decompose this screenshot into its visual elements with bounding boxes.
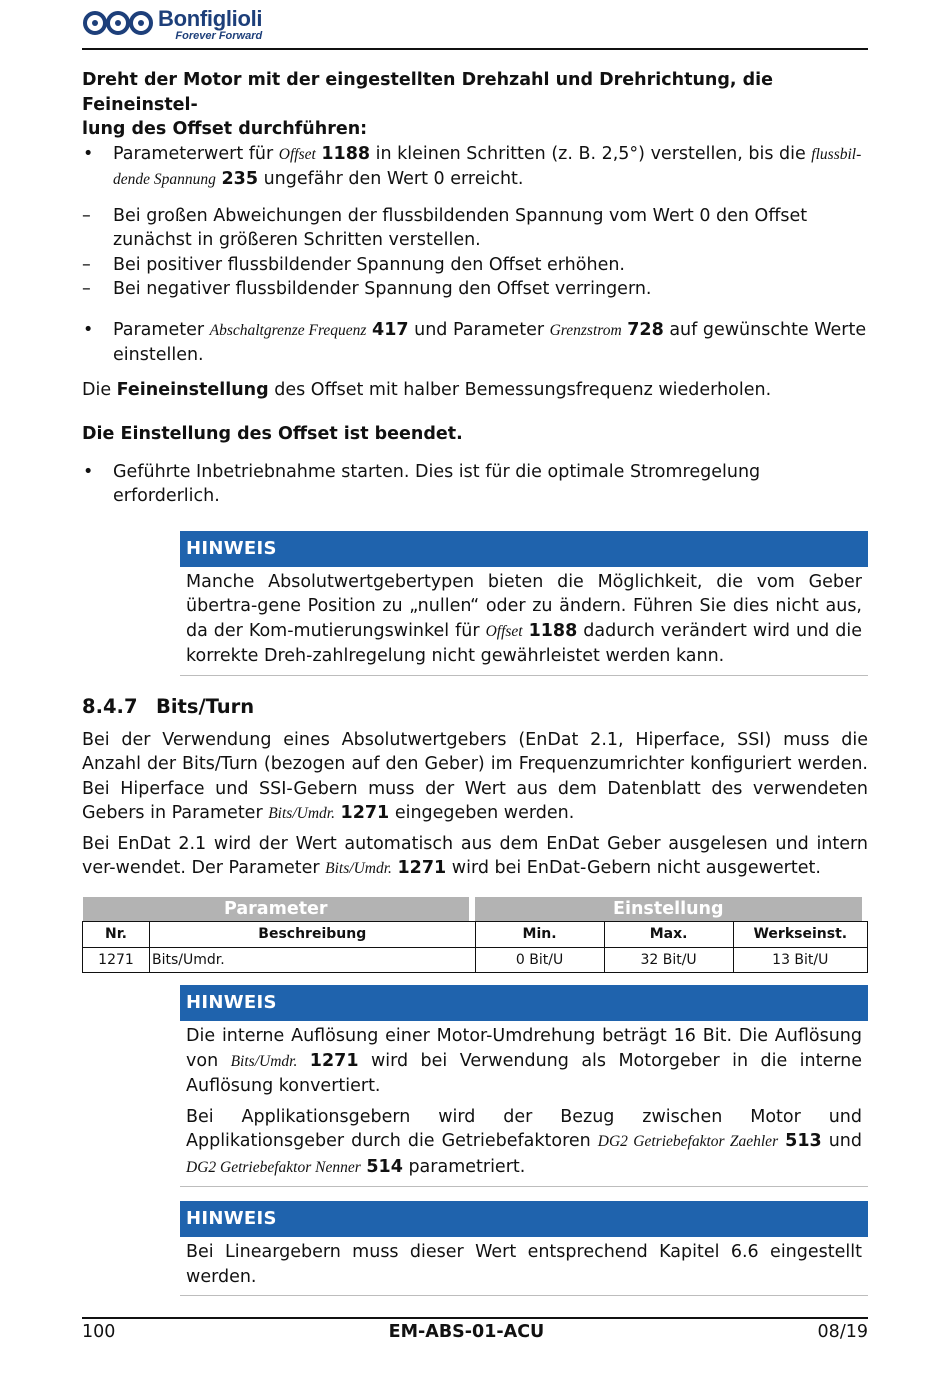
bullet-limits bbox=[82, 318, 868, 368]
param-offset: Offset bbox=[278, 145, 316, 163]
bullet-commissioning: • Geführte Inbetriebnahme starten. Dies ist für die optimale Stromregelung erforderlich. bbox=[82, 460, 868, 509]
cell-min: 0 Bit/U bbox=[475, 947, 604, 973]
param-number: 417 bbox=[372, 319, 409, 340]
hint-title: HINWEIS bbox=[180, 985, 868, 1021]
table-column-header bbox=[83, 922, 868, 948]
param-number: 1271 bbox=[340, 803, 390, 823]
param-number: 1188 bbox=[321, 143, 371, 164]
param-bits-umdr: Bits/Umdr. bbox=[268, 805, 335, 822]
cell-max: 32 Bit/U bbox=[604, 947, 733, 973]
hint-text bbox=[180, 1021, 868, 1180]
col-nr: Nr. bbox=[83, 922, 150, 948]
cell-default: 13 Bit/U bbox=[733, 947, 867, 973]
bonfiglioli-logo-icon bbox=[82, 10, 154, 36]
col-min: Min. bbox=[475, 922, 604, 948]
param-bits-umdr: Bits/Umdr. bbox=[325, 860, 392, 877]
group-parameter: Parameter bbox=[83, 897, 470, 922]
param-number: 1188 bbox=[528, 620, 578, 641]
text-run: Bei EnDat 2.1 wird der Wert automatisch aus dem EnDat Geber ausgelesen und intern ver-wendet. Der Parameter bbox=[82, 833, 868, 878]
param-gear-numerator: DG2 Getriebefaktor Zaehler bbox=[597, 1133, 779, 1150]
section-number: 8.4.7 bbox=[82, 694, 138, 718]
offset-heading-line2: lung des Offset durchführen: bbox=[82, 119, 368, 139]
text-run: Parameter bbox=[113, 319, 210, 340]
text-run: und bbox=[821, 1131, 863, 1151]
hint-title: HINWEIS bbox=[180, 1201, 868, 1237]
col-max: Max. bbox=[604, 922, 733, 948]
hint-paragraph bbox=[186, 1105, 862, 1181]
param-number: 514 bbox=[366, 1156, 403, 1177]
hint-box bbox=[180, 1201, 868, 1296]
brand-name: Bonfiglioli bbox=[158, 6, 263, 31]
page-content bbox=[82, 68, 868, 1296]
page-footer bbox=[82, 1317, 868, 1342]
text-run: in kleinen Schritten (z. B. 2,5°) verstellen, bis die bbox=[370, 143, 812, 164]
group-gap bbox=[862, 897, 868, 922]
page-number: 100 bbox=[82, 1322, 116, 1342]
hint-text bbox=[180, 567, 868, 669]
text-run: eingegeben werden. bbox=[389, 803, 575, 823]
param-number: 1271 bbox=[397, 858, 447, 878]
param-number: 513 bbox=[785, 1131, 822, 1151]
parameter-table bbox=[82, 897, 868, 974]
cell-nr: 1271 bbox=[83, 947, 150, 973]
text-run: ungefähr den Wert 0 erreicht. bbox=[258, 169, 524, 189]
hint-box bbox=[180, 985, 868, 1187]
param-cutoff-frequency: Abschaltgrenze Frequenz bbox=[209, 321, 367, 339]
offset-done: Die Einstellung des Offset ist beendet. bbox=[82, 424, 463, 444]
param-offset: Offset bbox=[485, 622, 523, 640]
hint-box bbox=[180, 531, 868, 676]
col-default: Werkseinst. bbox=[733, 922, 867, 948]
param-current-limit: Grenzstrom bbox=[549, 321, 622, 339]
param-bits-umdr: Bits/Umdr. bbox=[230, 1052, 298, 1070]
text-run: Manche Absolutwertgebertypen bieten die Möglichkeit, die vom Geber übertra-gene Position zu „nullen“ oder zu ändern. Führen Sie dies nicht aus, da der Kom-mutierungswinkel für bbox=[186, 571, 862, 641]
hint-text: Bei Lineargebern muss dieser Wert entsprechend Kapitel 6.6 eingestellt werden. bbox=[186, 1242, 862, 1287]
offset-heading-line1: Dreht der Motor mit der eingestellten Drehzahl und Drehrichtung, die Feineinstel- bbox=[82, 70, 774, 115]
param-flux-voltage: flussbil-dende Spannung bbox=[113, 145, 862, 188]
section-paragraph-1 bbox=[82, 728, 868, 827]
dash-item: – Bei positiver flussbildender Spannung den Offset erhöhen. bbox=[82, 253, 868, 278]
section-paragraph-2 bbox=[82, 832, 868, 882]
document-id: EM-ABS-01-ACU bbox=[388, 1322, 545, 1342]
text-run: des Offset mit halber Bemessungsfrequenz wiederholen. bbox=[268, 379, 772, 400]
text-run: Die interne Auflösung einer Motor-Umdrehung beträgt 16 Bit. Die Auflösung von bbox=[186, 1026, 862, 1071]
page-header bbox=[82, 8, 868, 50]
text-run: Bei Applikationsgebern wird der Bezug zwischen Motor und Applikationsgeber durch die Getriebefaktoren bbox=[186, 1106, 862, 1151]
hint-paragraph bbox=[186, 1024, 862, 1099]
text-run-bold: Feineinstellung bbox=[116, 379, 269, 400]
table-row bbox=[83, 947, 868, 973]
cell-desc: Bits/Umdr. bbox=[150, 947, 476, 973]
section-title: Bits/Turn bbox=[156, 694, 255, 718]
fine-adjust-paragraph bbox=[82, 378, 868, 403]
text-run: wird bei Verwendung als Motorgeber in die interne Auflösung konvertiert. bbox=[186, 1050, 862, 1096]
text-run: Parameterwert für bbox=[113, 143, 279, 164]
text-run: auf gewünschte Werte einstellen. bbox=[113, 319, 867, 365]
dash-item: – Bei großen Abweichungen der flussbildenden Spannung vom Wert 0 den Offset zunächst in größeren Schritten verstellen. bbox=[82, 204, 868, 253]
text-run: parametriert. bbox=[402, 1156, 526, 1177]
param-number: 1271 bbox=[309, 1050, 359, 1071]
text-run: wird bei EnDat-Gebern nicht ausgewertet. bbox=[446, 858, 821, 878]
dash-item: – Bei negativer flussbildender Spannung den Offset verringern. bbox=[82, 277, 868, 302]
company-logo bbox=[82, 8, 262, 42]
param-number: 235 bbox=[221, 169, 258, 189]
param-number: 728 bbox=[627, 319, 664, 340]
section-heading bbox=[82, 694, 868, 720]
table-group-header bbox=[83, 897, 868, 922]
bullet-offset-adjust bbox=[82, 142, 868, 193]
param-gear-denominator: DG2 Getriebefaktor Nenner bbox=[186, 1158, 361, 1176]
hint-title: HINWEIS bbox=[180, 531, 868, 567]
text-run: und Parameter bbox=[408, 319, 550, 340]
brand-slogan: Forever Forward bbox=[175, 30, 263, 42]
group-setting: Einstellung bbox=[475, 897, 861, 922]
document-date: 08/19 bbox=[817, 1322, 868, 1342]
text-run: dadurch verändert wird und die korrekte Dreh-zahlregelung nicht gewährleistet werden kann. bbox=[186, 620, 862, 666]
text-run: Die bbox=[82, 379, 117, 400]
col-desc: Beschreibung bbox=[150, 922, 476, 948]
offset-heading bbox=[82, 68, 868, 142]
text-run: Bei der Verwendung eines Absolutwertgebers (EnDat 2.1, Hiperface, SSI) muss die Anzahl der Bits/Turn (bezogen auf den Geber) im Frequenzumrichter konfiguriert werden. Bei Hiperface und SSI-Gebern muss der Wert aus dem Datenblatt des verwendeten Gebers in Parameter bbox=[82, 729, 868, 823]
